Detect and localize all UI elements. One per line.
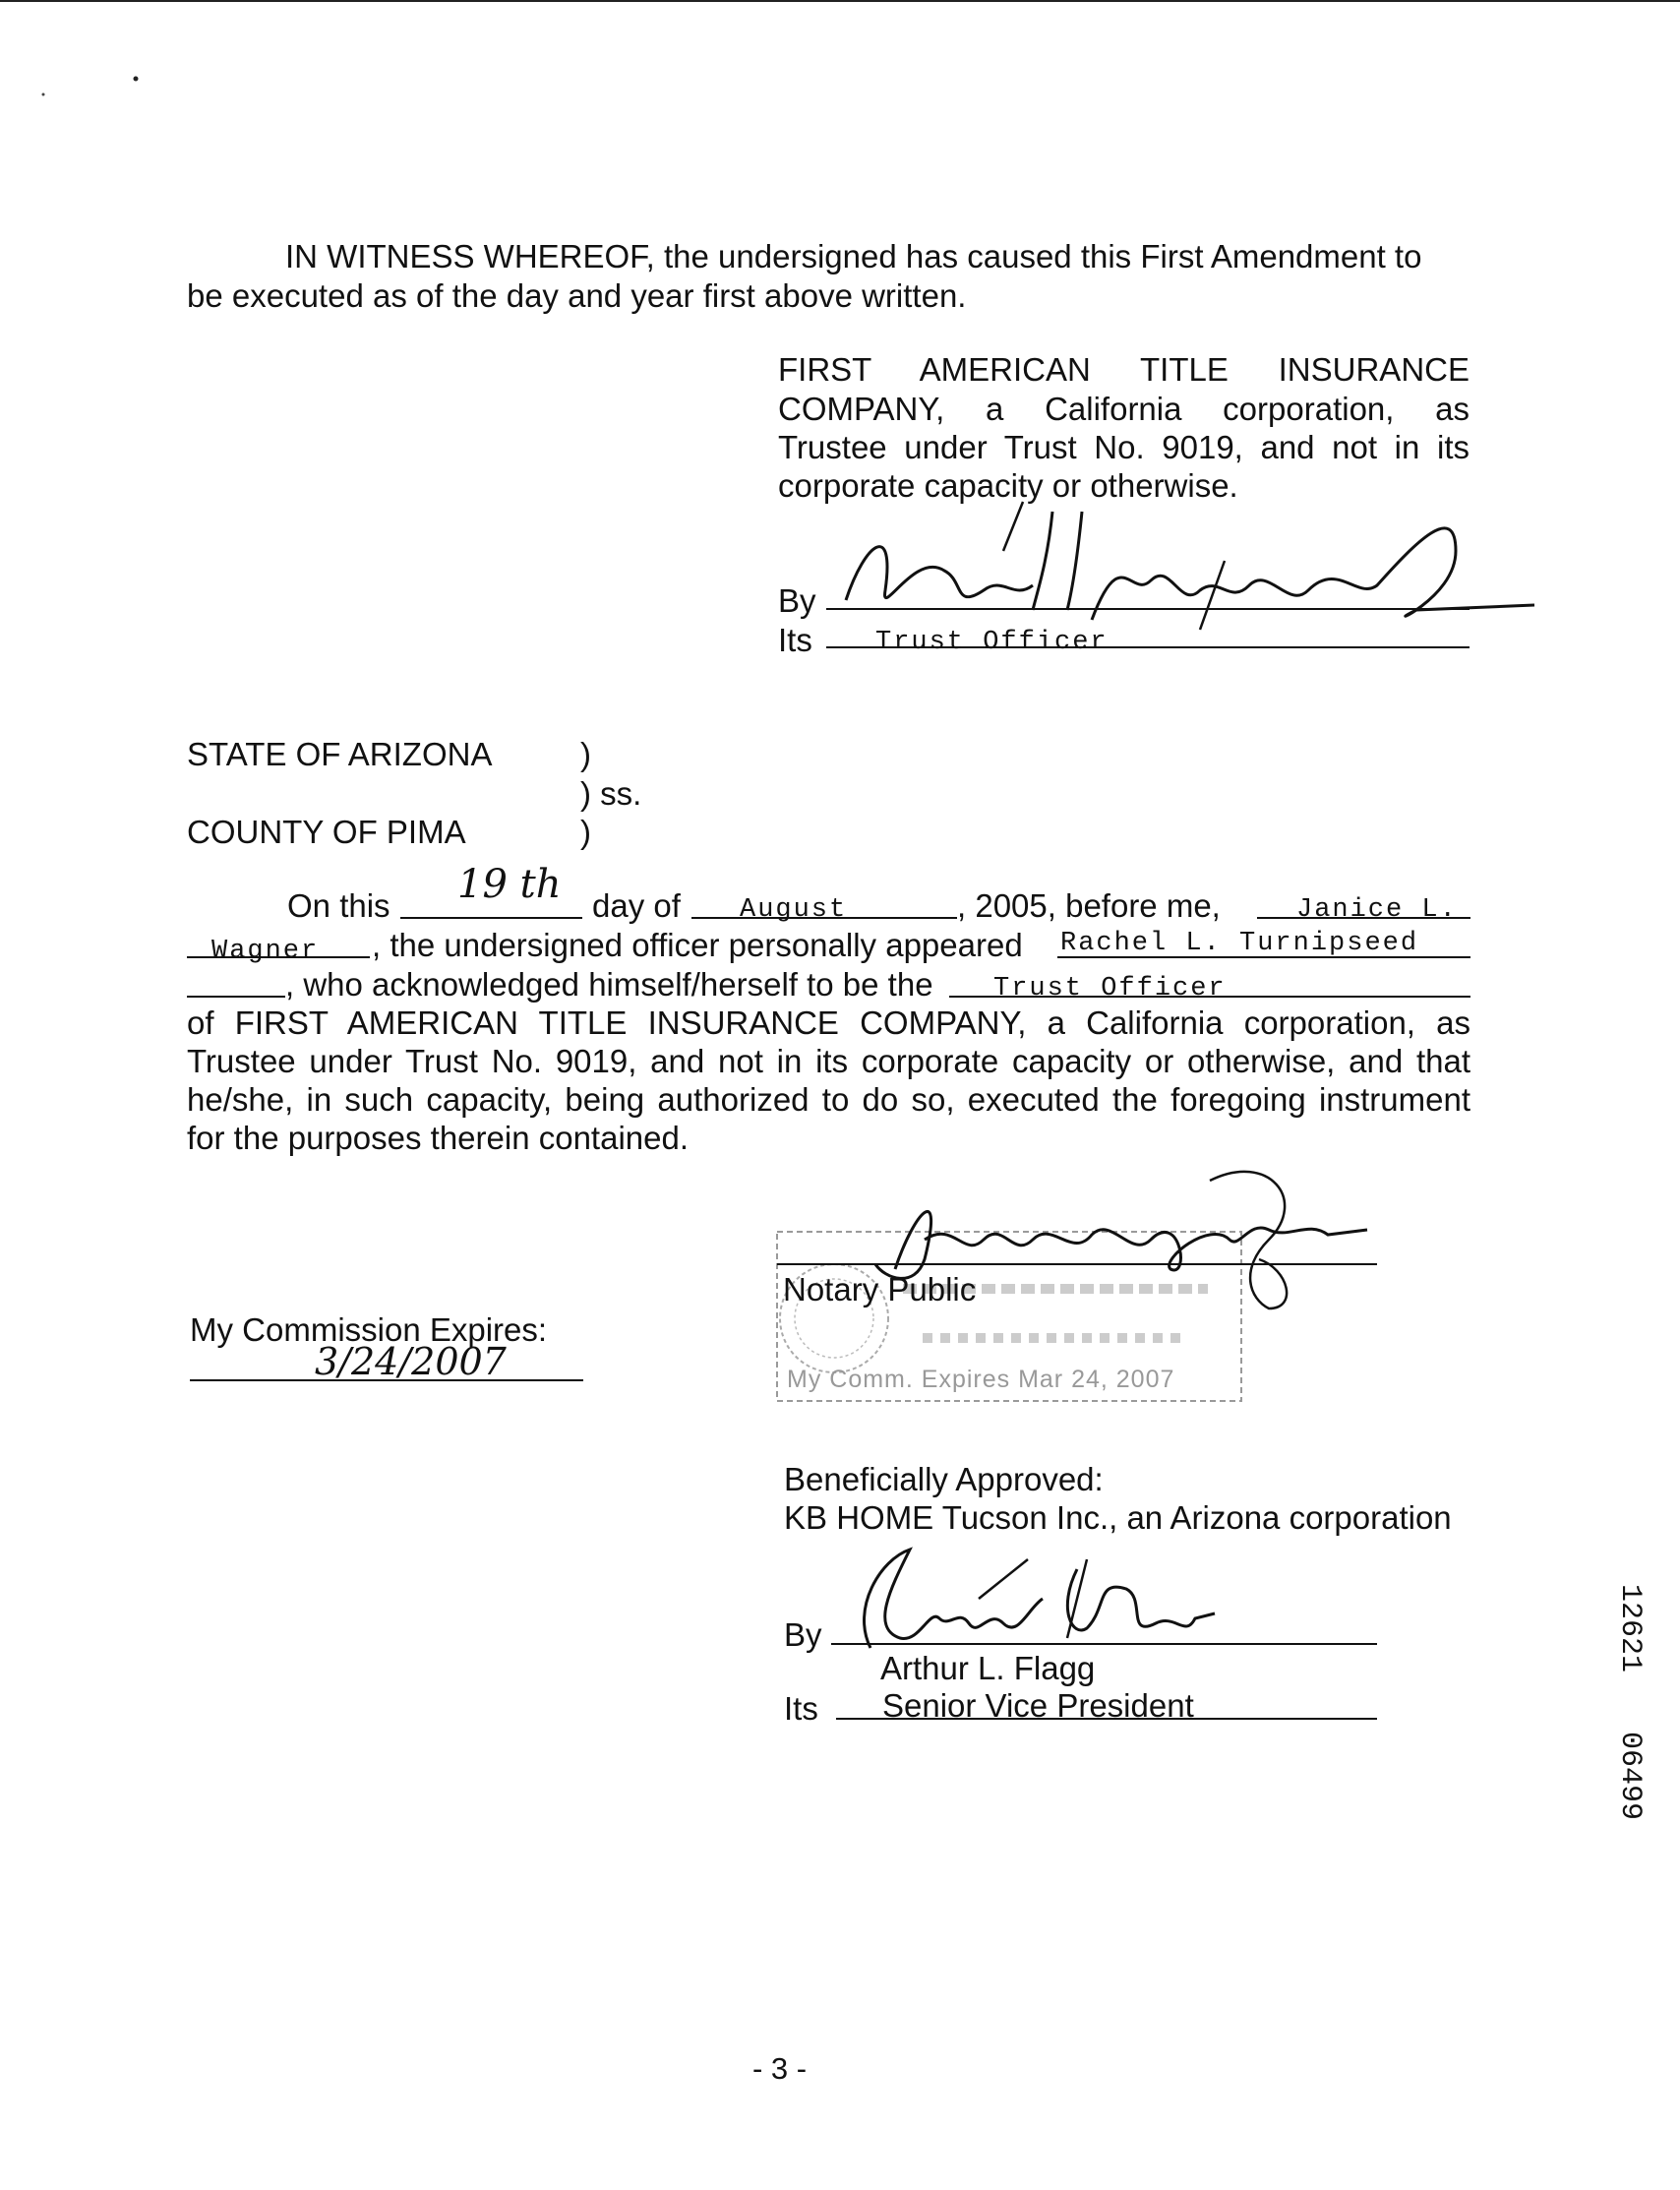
witness-line-1: IN WITNESS WHEREOF, the undersigned has caused this First Amendment to [285, 238, 1422, 274]
trustee-line: COMPANY, a California corporation, as [778, 391, 1470, 427]
commission-date: 3/24/2007 [315, 1340, 507, 1383]
its-label: Its [778, 622, 812, 658]
venue-paren: ) [580, 736, 591, 772]
day-value: 19 th [457, 862, 562, 907]
approval-line-1: Beneficially Approved: [784, 1461, 1104, 1497]
notary-first: Janice L. [1296, 895, 1458, 925]
approval-signature-line [831, 1643, 1377, 1645]
ss-label: ) ss. [580, 775, 642, 812]
ack-body-line: Trustee under Trust No. 9019, and not in its corporate capacity or otherwise, and that [187, 1043, 1470, 1079]
scan-edge [0, 0, 1680, 2]
notary-signature-line [777, 1263, 1377, 1265]
day-of-text: day of [592, 887, 681, 924]
ack-last-line: for the purposes therein contained. [187, 1120, 690, 1156]
approval-its-label: Its [784, 1690, 818, 1727]
approval-its-value: Senior Vice President [882, 1687, 1194, 1724]
title-value: Trust Officer [993, 974, 1227, 1004]
appeared-text: , the undersigned officer personally appeared [372, 927, 1023, 963]
ack-body-line: he/she, in such capacity, being authorized to do so, executed the foregoing instrument [187, 1081, 1470, 1118]
trustee-line: corporate capacity or otherwise. [778, 467, 1238, 504]
year-text: , 2005, before me, [957, 887, 1221, 924]
scan-specks [39, 69, 148, 108]
seal-text: My Comm. Expires Mar 24, 2007 [787, 1366, 1175, 1393]
approval-by-label: By [784, 1616, 822, 1653]
on-this-text: On this [287, 887, 390, 924]
page-number: - 3 - [752, 2051, 808, 2086]
appeared-name: Rachel L. Turnipseed [1060, 929, 1419, 958]
month-value: August [740, 895, 848, 925]
signer-name: Arthur L. Flagg [880, 1650, 1096, 1686]
day-line [400, 917, 582, 919]
side-stamp-bottom: 06499 [1613, 1732, 1647, 1821]
county-label: COUNTY OF PIMA [187, 814, 466, 850]
its-value: Trust Officer [875, 628, 1109, 657]
commission-label: My Commission Expires: [190, 1311, 548, 1348]
witness-line-2: be executed as of the day and year first above written. [187, 277, 967, 314]
ack-text: , who acknowledged himself/herself to be the [285, 966, 933, 1003]
trustee-line: FIRST AMERICAN TITLE INSURANCE [778, 351, 1470, 388]
ack-body-line: of FIRST AMERICAN TITLE INSURANCE COMPANY, a California corporation, as [187, 1004, 1470, 1041]
by-label: By [778, 582, 816, 619]
approval-line-2: KB HOME Tucson Inc., an Arizona corporation [784, 1499, 1452, 1536]
state-label: STATE OF ARIZONA [187, 736, 493, 772]
venue-paren: ) [580, 814, 591, 850]
approval-signature [831, 1530, 1244, 1668]
side-stamp-top: 12621 [1613, 1584, 1647, 1673]
trustee-line: Trustee under Trust No. 9019, and not in its [778, 429, 1470, 465]
notary-last: Wagner [211, 937, 320, 966]
ack-line-start [187, 996, 285, 998]
notary-public-label: Notary Public [783, 1271, 977, 1308]
